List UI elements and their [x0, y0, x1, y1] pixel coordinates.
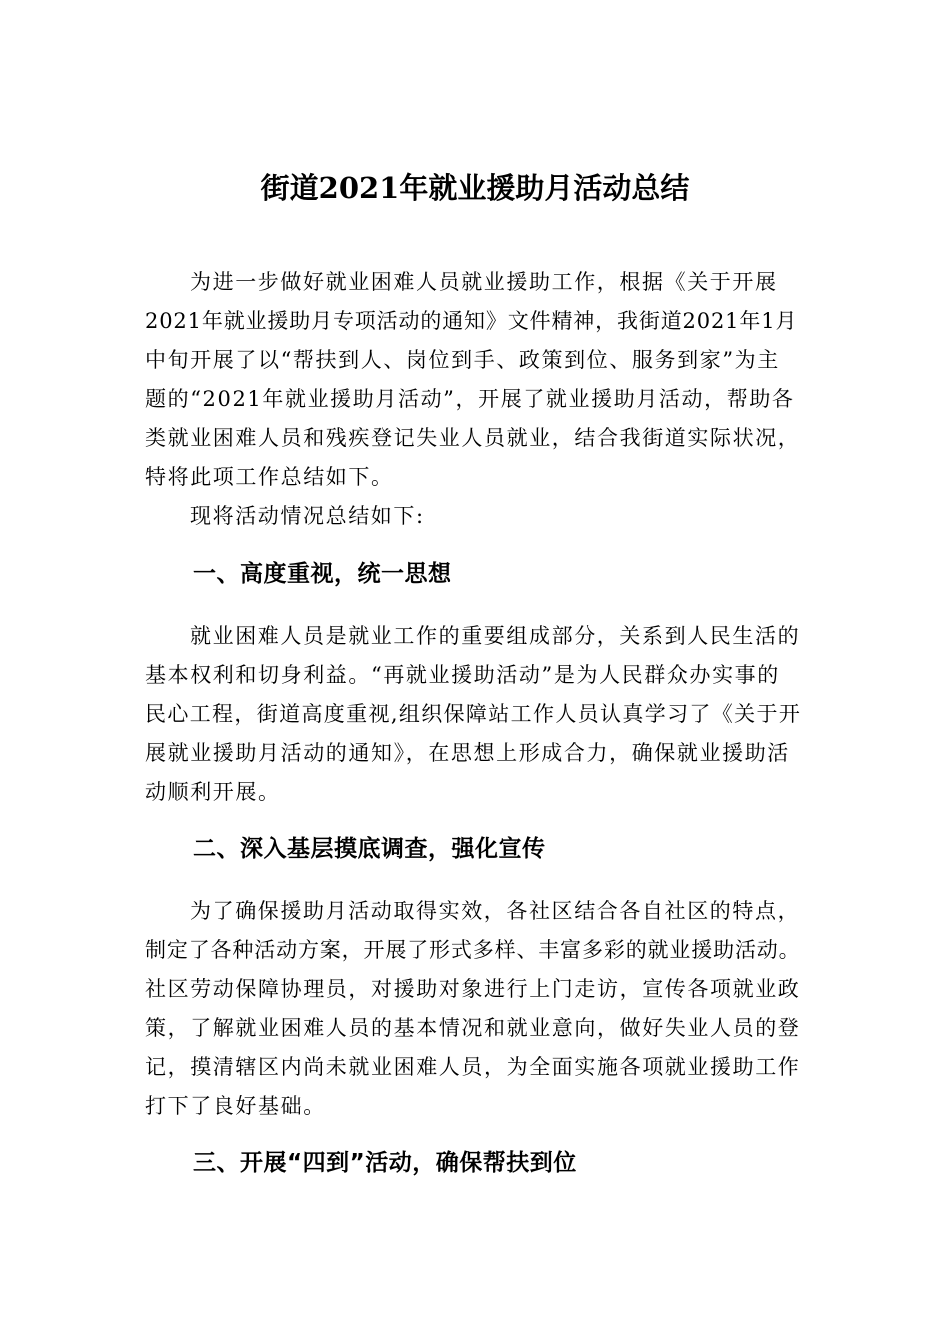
section-heading: 一、高度重视，统一思想	[193, 561, 452, 587]
paragraph-line: 动顺利开展。	[145, 780, 281, 804]
paragraph-line: 特将此项工作总结如下。	[145, 465, 394, 489]
paragraph-line: 策，了解就业困难人员的基本情况和就业意向，做好失业人员的登	[145, 1016, 801, 1040]
section-heading: 三、开展“四到”活动，确保帮扶到位	[193, 1150, 577, 1176]
section-heading: 二、深入基层摸底调查，强化宣传	[193, 836, 546, 862]
paragraph-line: 展就业援助月活动的通知》，在思想上形成合力，确保就业援助活	[145, 741, 790, 765]
paragraph-line: 基本权利和切身利益。“再就业援助活动”是为人民群众办实事的	[145, 663, 780, 687]
paragraph-line: 记，摸清辖区内尚未就业困难人员，为全面实施各项就业援助工作	[145, 1055, 801, 1079]
paragraph-line: 打下了良好基础。	[145, 1094, 326, 1118]
document-title: 街道2021年就业援助月活动总结	[260, 171, 690, 205]
paragraph-line: 现将活动情况总结如下:	[190, 504, 425, 528]
paragraph-line: 类就业困难人员和残疾登记失业人员就业，结合我街道实际状况，	[145, 426, 801, 450]
paragraph-line: 社区劳动保障协理员，对援助对象进行上门走访，宣传各项就业政	[145, 977, 801, 1001]
paragraph-line: 民心工程，街道高度重视,组织保障站工作人员认真学习了《关于开	[145, 702, 802, 726]
paragraph-line: 2021年就业援助月专项活动的通知》文件精神，我街道2021年1月	[145, 309, 798, 333]
paragraph-line: 为进一步做好就业困难人员就业援助工作，根据《关于开展	[190, 270, 778, 294]
paragraph-line: 中旬开展了以“帮扶到人、岗位到手、政策到位、服务到家”为主	[145, 348, 780, 372]
paragraph-line: 就业困难人员是就业工作的重要组成部分，关系到人民生活的	[190, 624, 801, 648]
paragraph-line: 题的“2021年就业援助月活动”，开展了就业援助月活动，帮助各	[145, 387, 795, 411]
paragraph-line: 制定了各种活动方案，开展了形式多样、丰富多彩的就业援助活动。	[145, 938, 801, 962]
paragraph-line: 为了确保援助月活动取得实效，各社区结合各自社区的特点，	[190, 899, 801, 923]
